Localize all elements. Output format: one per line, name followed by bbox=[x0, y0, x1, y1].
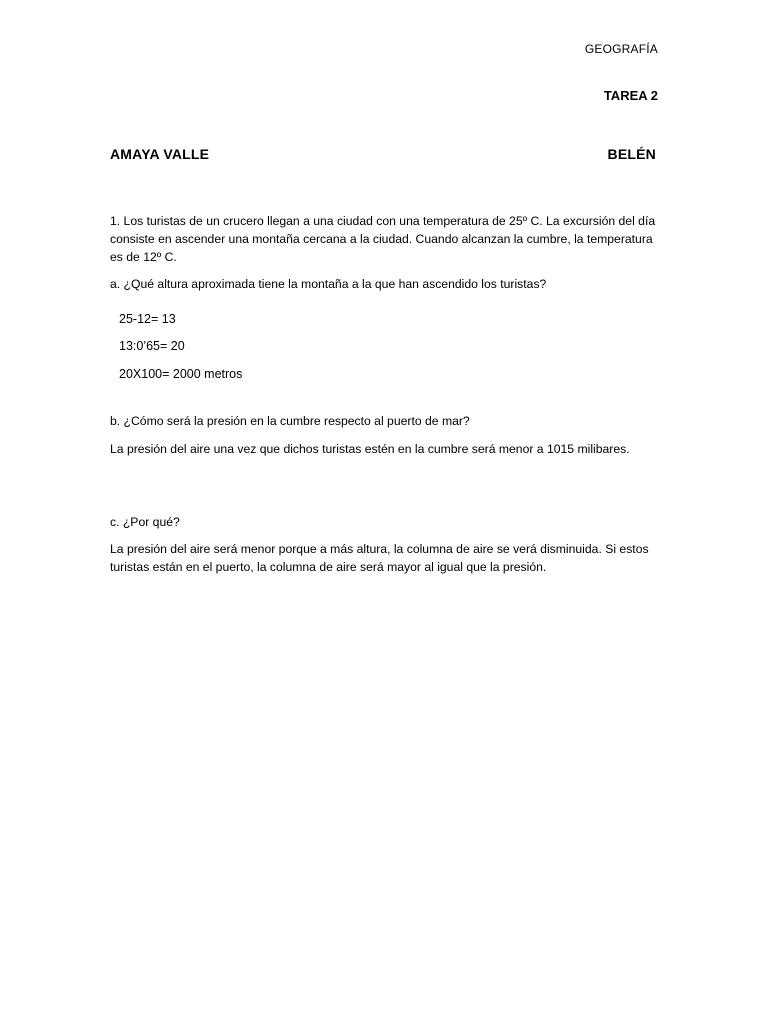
calculation-line: 20X100= 2000 metros bbox=[119, 367, 243, 381]
task-header: TAREA 2 bbox=[603, 88, 658, 103]
calculation-line: 25-12= 13 bbox=[119, 312, 176, 326]
student-first-name: BELÉN bbox=[607, 146, 656, 162]
subject-header: GEOGRAFÍA bbox=[584, 42, 658, 56]
question-1-statement: 1. Los turistas de un crucero llegan a una ciudad con una temperatura de 25º C. La excursión del día consiste en ascender una montaña cercana a la ciudad. Cuando alcanzan la cumbre, la temperatura es de 12º C. bbox=[110, 214, 656, 264]
student-surname: AMAYA VALLE bbox=[110, 146, 210, 162]
question-c: c. ¿Por qué? bbox=[110, 515, 180, 529]
question-a: a. ¿Qué altura aproximada tiene la montaña a la que han ascendido los turistas? bbox=[110, 277, 547, 291]
question-b: b. ¿Cómo será la presión en la cumbre respecto al puerto de mar? bbox=[110, 414, 470, 428]
calculation-line: 13:0’65= 20 bbox=[119, 339, 185, 353]
answer-c: La presión del aire será menor porque a más altura, la columna de aire se verá disminuida. Si estos turistas están en el puerto, la columna de aire será mayor al igual que la presión. bbox=[110, 542, 649, 574]
answer-b: La presión del aire una vez que dichos turistas estén en la cumbre será menor a 1015 milibares. bbox=[110, 442, 630, 456]
